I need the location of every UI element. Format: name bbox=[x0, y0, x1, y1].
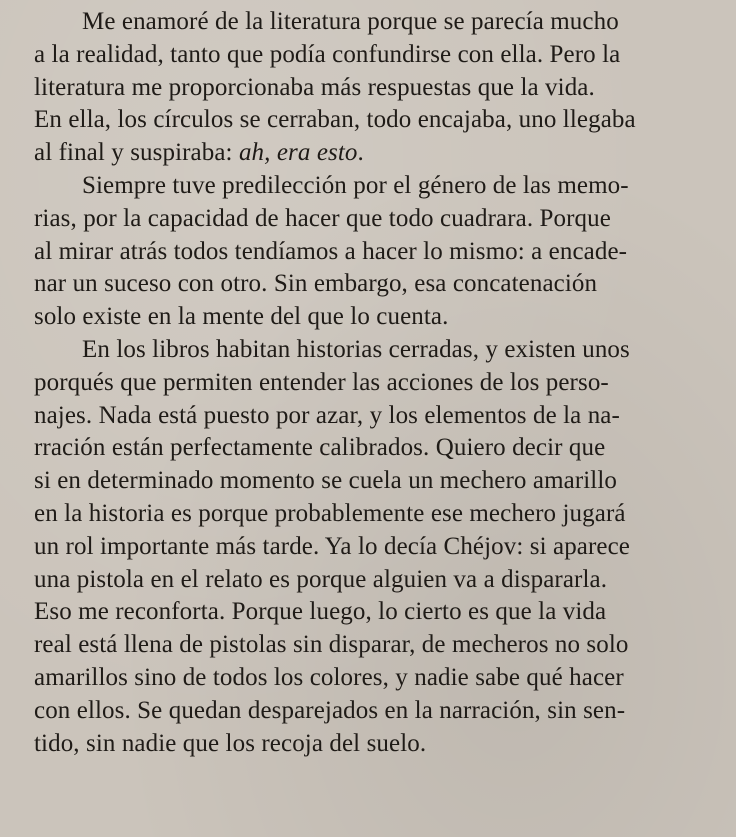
text-line: tido, sin nadie que los recoja del suelo. bbox=[34, 729, 427, 757]
text-line bbox=[34, 137, 724, 170]
text-line: al mirar atrás todos tendíamos a hacer lo mismo: a encade- bbox=[34, 237, 628, 265]
text-line: con ellos. Se quedan desparejados en la narración, sin sen- bbox=[34, 696, 626, 724]
text-line: porqués que permiten entender las acciones de los perso- bbox=[34, 368, 609, 396]
text-line: en la historia es porque probablemente ese mechero jugará bbox=[34, 499, 626, 527]
text-line: real está llena de pistolas sin disparar, de mecheros no solo bbox=[34, 631, 629, 659]
text-line: si en determinado momento se cuela un mechero amarillo bbox=[34, 467, 617, 495]
text-line: a la realidad, tanto que podía confundirse con ella. Pero la bbox=[34, 40, 621, 68]
body-text bbox=[34, 6, 724, 760]
text-line: En los libros habitan historias cerradas, y existen unos bbox=[82, 335, 630, 363]
text-line: rración están perfectamente calibrados. Quiero decir que bbox=[34, 434, 606, 462]
text-line: solo existe en la mente del que lo cuenta. bbox=[34, 303, 449, 331]
text-line: un rol importante más tarde. Ya lo decía Chéjov: si aparece bbox=[34, 532, 630, 560]
text-line: En ella, los círculos se cerraban, todo encajaba, uno llegaba bbox=[34, 106, 636, 134]
text-run: . bbox=[357, 139, 364, 167]
text-line: una pistola en el relato es porque alguien va a dispararla. bbox=[34, 565, 608, 593]
text-run: al final y suspiraba: bbox=[34, 139, 239, 167]
text-line: rias, por la capacidad de hacer que todo cuadrara. Porque bbox=[34, 204, 611, 232]
text-line: Me enamoré de la literatura porque se parecía mucho bbox=[82, 8, 619, 35]
text-line: najes. Nada está puesto por azar, y los elementos de la na- bbox=[34, 401, 620, 429]
text-line: Eso me reconforta. Porque luego, lo cierto es que la vida bbox=[34, 598, 607, 626]
text-line: literatura me proporcionaba más respuestas que la vida. bbox=[34, 73, 595, 101]
text-line: amarillos sino de todos los colores, y nadie sabe qué hacer bbox=[34, 663, 624, 691]
italic-phrase: ah, era esto bbox=[238, 139, 358, 167]
text-line: Siempre tuve predilección por el género de las memo- bbox=[82, 171, 629, 199]
text-line: nar un suceso con otro. Sin embargo, esa concatenación bbox=[34, 270, 598, 298]
